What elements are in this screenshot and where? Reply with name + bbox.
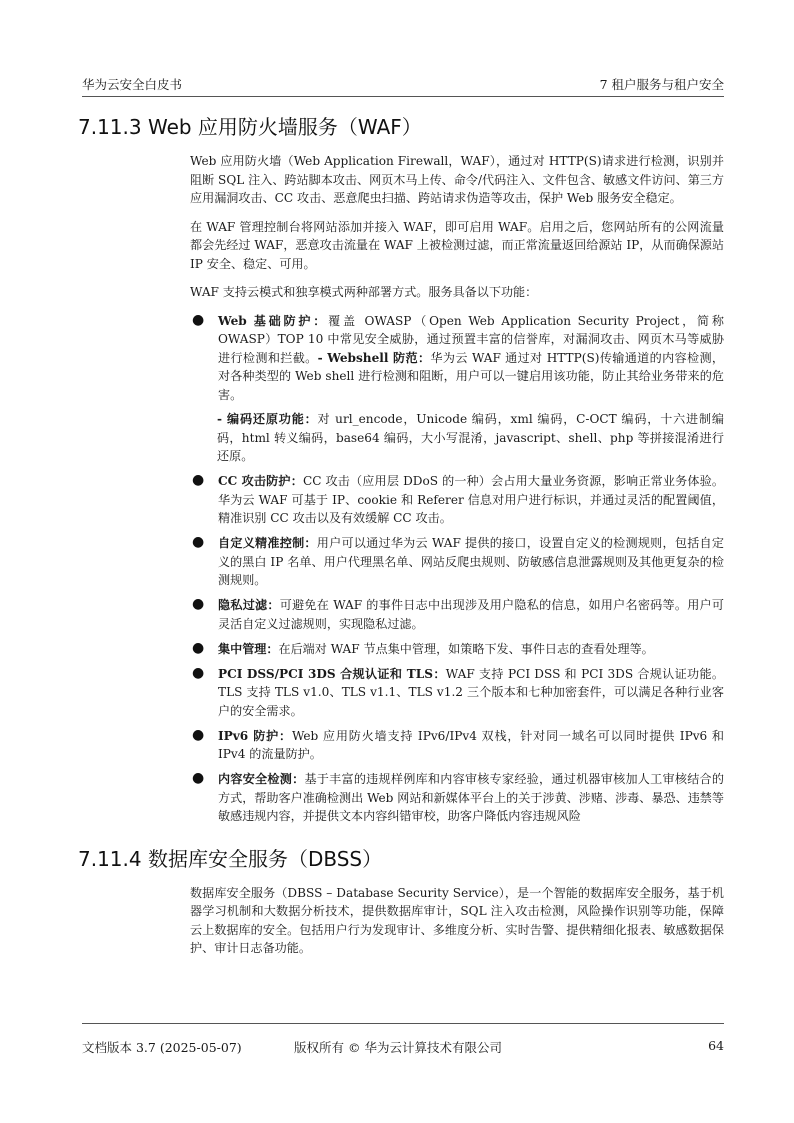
feature-text: 覆盖 OWASP（Open Web Application Security Project，简称 OWASP）TOP 10 中常见安全威胁，通过预置丰富的信誉库，对漏洞攻击、网页木马等威胁进行检测和拦截。 bbox=[218, 313, 724, 365]
footer-version: 文档版本 3.7 (2025-05-07) bbox=[82, 1040, 242, 1055]
paragraph: Web 应用防火墙（Web Application Firewall，WAF），通过对 HTTP(S)请求进行检测，识别并阻断 SQL 注入、跨站脚本攻击、网页木马上传、命令/代码注入、文件包含、敏感文件访问、第三方应用漏洞攻击、CC 攻击、恶意爬虫扫描、跨站请求伪造等攻击，保护 Web 服务安全稳定。 bbox=[190, 154, 724, 205]
feature-text: Web 应用防火墙支持 IPv6/IPv4 双栈，针对同一域名可以同时提供 IPv6 和 IPv4 的流量防护。 bbox=[218, 728, 724, 761]
section-body-dbss bbox=[190, 884, 724, 958]
bullet-icon: ● bbox=[192, 472, 205, 488]
feature-text: 可避免在 WAF 的事件日志中出现涉及用户隐私的信息，如用户名密码等。用户可灵活自定义过滤规则，实现隐私过滤。 bbox=[218, 598, 724, 631]
bullet-icon: ● bbox=[192, 534, 205, 550]
feature-text: 用户可以通过华为云 WAF 提供的接口，设置自定义的检测规则，包括自定义的黑白 IP 名单、用户代理黑名单、网站反爬虫规则、防敏感信息泄露规则及其他更复杂的检测规则。 bbox=[218, 536, 724, 587]
feature-title: PCI DSS/PCI 3DS 合规认证和 TLS： bbox=[218, 666, 446, 681]
header-doc-title: 华为云安全白皮书 bbox=[82, 77, 183, 92]
list-item bbox=[190, 534, 724, 590]
feature-text: 在后端对 WAF 节点集中管理，如策略下发、事件日志的查看处理等。 bbox=[278, 641, 654, 656]
main-content bbox=[78, 112, 724, 968]
page-number: 64 bbox=[708, 1038, 724, 1053]
feature-title: 内容安全检测： bbox=[218, 772, 305, 786]
feature-title: 集中管理： bbox=[218, 641, 279, 656]
feature-text: WAF 支持 PCI DSS 和 PCI 3DS 合规认证功能。TLS 支持 TLS v1.0、TLS v1.1、TLS v1.2 三个版本和七种加密套件，可以满足各种行业客户的安全需求。 bbox=[218, 666, 724, 718]
list-item bbox=[190, 770, 724, 826]
feature-title: IPv6 防护： bbox=[218, 728, 292, 743]
feature-title: 自定义精准控制： bbox=[218, 536, 317, 550]
bullet-icon: ● bbox=[192, 311, 205, 328]
feature-title: CC 攻击防护： bbox=[218, 474, 303, 488]
list-item bbox=[190, 727, 724, 764]
list-item bbox=[190, 640, 724, 659]
bullet-icon: ● bbox=[192, 770, 205, 786]
page-header bbox=[82, 76, 724, 97]
section-title-waf: 7.11.3 Web 应用防火墙服务（WAF） bbox=[78, 115, 422, 139]
bullet-icon: ● bbox=[192, 639, 205, 656]
section-body-waf bbox=[190, 152, 724, 826]
feature-list bbox=[190, 312, 724, 826]
paragraph: 在 WAF 管理控制台将网站添加并接入 WAF，即可启用 WAF。启用之后，您网站所有的公网流量都会先经过 WAF，恶意攻击流量在 WAF 上被检测过滤，而正常流量返回给源站 IP，从而确保源站 IP 安全、稳定、可用。 bbox=[190, 219, 724, 271]
paragraph: WAF 支持云模式和独享模式两种部署方式。服务具备以下功能： bbox=[190, 285, 538, 299]
feature-title: - Webshell 防范： bbox=[317, 350, 431, 365]
bullet-icon: ● bbox=[192, 726, 205, 743]
list-item bbox=[190, 312, 724, 466]
feature-title: Web 基础防护： bbox=[218, 313, 329, 328]
paragraph: 数据库安全服务（DBSS – Database Security Service），是一个智能的数据库安全服务，基于机器学习机制和大数据分析技术，提供数据库审计，SQL 注入攻击检测，风险操作识别等功能，保障云上数据库的安全。包括用户行为发现审计、多维度分析、实时告警、提供精细化报表、敏感数据保护、审计日志备功能。 bbox=[190, 885, 724, 955]
page-footer bbox=[82, 1023, 724, 1056]
list-item bbox=[190, 665, 724, 721]
list-item bbox=[190, 472, 724, 528]
footer-copyright: 版权所有 © 华为云计算技术有限公司 bbox=[294, 1040, 502, 1055]
feature-sub-title: - 编码还原功能： bbox=[217, 412, 318, 426]
feature-text: 华为云 WAF 通过对 HTTP(S)传输通道的内容检测，对各种类型的 Web shell 进行检测和阻断，用户可以一键启用该功能，防止其给业务带来的危害。 bbox=[218, 350, 725, 402]
feature-title: 隐私过滤： bbox=[218, 598, 280, 612]
feature-sub-text: 对 url_encode，Unicode 编码，xml 编码，C-OCT 编码，十六进制编码，html 转义编码，base64 编码，大小写混淆，javascript、shell、php 等拼接混淆进行还原。 bbox=[217, 412, 724, 463]
feature-text: 基于丰富的违规样例库和内容审核专家经验，通过机器审核加人工审核结合的方式，帮助客户准确检测出 Web 网站和新媒体平台上的关于涉黄、涉赌、涉毒、暴恐、违禁等敏感违规内容，并提供文本内容纠错审校，助客户降低内容违规风险 bbox=[218, 772, 724, 823]
bullet-icon: ● bbox=[192, 664, 205, 681]
section-title-dbss: 7.11.4 数据库安全服务（DBSS） bbox=[78, 846, 383, 871]
bullet-icon: ● bbox=[192, 596, 205, 612]
header-chapter-title: 7 租户服务与租户安全 bbox=[599, 77, 724, 92]
list-item bbox=[190, 596, 724, 633]
feature-text: CC 攻击（应用层 DDoS 的一种）会占用大量业务资源，影响正常业务体验。华为云 WAF 可基于 IP、cookie 和 Referer 信息对用户进行标识，并通过灵活的配置阈值，精准识别 CC 攻击以及有效缓解 CC 攻击。 bbox=[218, 474, 725, 525]
